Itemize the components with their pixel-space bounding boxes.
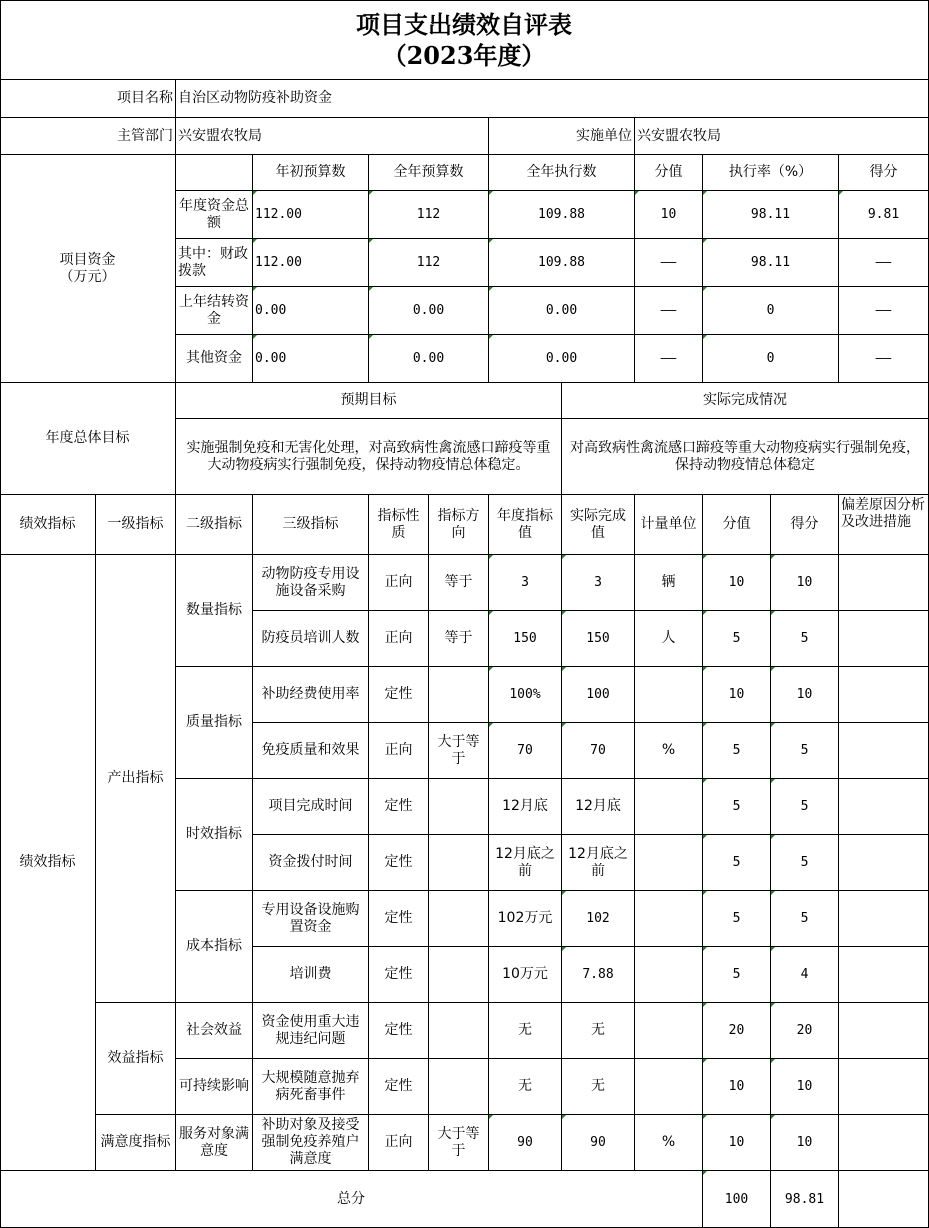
indicator-direction <box>429 1003 489 1059</box>
indicator-score: 10 <box>771 555 839 611</box>
indicator-direction: 等于 <box>429 555 489 611</box>
indicator-unit <box>635 667 703 723</box>
indicator-unit: 辆 <box>635 555 703 611</box>
funds-row-label: 年度资金总额 <box>176 191 253 239</box>
indicator-direction: 等于 <box>429 611 489 667</box>
total-note <box>839 1171 929 1228</box>
level2-indicator: 质量指标 <box>176 667 253 779</box>
indicator-weight: 5 <box>703 947 771 1003</box>
indicator-note <box>839 1003 929 1059</box>
funds-value: 0.00 <box>369 287 489 335</box>
indicator-header: 偏差原因分析及改进措施 <box>839 495 929 555</box>
indicator-score: 10 <box>771 667 839 723</box>
indicator-name: 免疫质量和效果 <box>253 723 369 779</box>
indicator-note <box>839 779 929 835</box>
indicator-nature: 定性 <box>369 947 429 1003</box>
indicator-nature: 正向 <box>369 555 429 611</box>
indicator-name: 培训费 <box>253 947 369 1003</box>
indicator-target: 150 <box>489 611 562 667</box>
unit-value: 兴安盟农牧局 <box>635 118 929 155</box>
indicator-weight: 5 <box>703 779 771 835</box>
funds-value: 0.00 <box>489 335 635 383</box>
indicator-nature: 定性 <box>369 667 429 723</box>
funds-value: 112.00 <box>253 239 369 287</box>
funds-value: 0 <box>703 287 839 335</box>
level1-benefit: 效益指标 <box>96 1003 176 1115</box>
total-label: 总分 <box>0 1171 703 1228</box>
level2-indicator: 服务对象满意度 <box>176 1115 253 1171</box>
title-line-1: 项目支出绩效自评表 <box>356 9 572 39</box>
indicator-nature: 正向 <box>369 611 429 667</box>
indicator-note <box>839 611 929 667</box>
indicator-name: 资金拨付时间 <box>253 835 369 891</box>
indicator-header: 绩效指标 <box>0 495 96 555</box>
indicator-nature: 正向 <box>369 723 429 779</box>
indicator-header: 三级指标 <box>253 495 369 555</box>
indicator-name: 专用设备设施购置资金 <box>253 891 369 947</box>
indicator-target: 12月底之前 <box>489 835 562 891</box>
indicator-unit: 人 <box>635 611 703 667</box>
funds-value: —— <box>839 335 929 383</box>
indicator-score: 5 <box>771 723 839 779</box>
indicator-direction: 大于等于 <box>429 1115 489 1171</box>
indicator-name: 动物防疫专用设施设备采购 <box>253 555 369 611</box>
indicator-header: 指标性质 <box>369 495 429 555</box>
funds-value: —— <box>635 287 703 335</box>
indicator-target: 3 <box>489 555 562 611</box>
indicator-actual: 无 <box>562 1059 635 1115</box>
funds-value: 0.00 <box>369 335 489 383</box>
indicator-header: 指标方向 <box>429 495 489 555</box>
total-weight: 100 <box>703 1171 771 1228</box>
indicator-note <box>839 723 929 779</box>
expected-goal-header: 预期目标 <box>176 383 562 419</box>
level1-output: 产出指标 <box>96 555 176 1003</box>
funds-header: 执行率（%） <box>703 155 839 191</box>
indicator-header: 分值 <box>703 495 771 555</box>
unit-label: 实施单位 <box>489 118 635 155</box>
indicator-name: 项目完成时间 <box>253 779 369 835</box>
indicator-actual: 150 <box>562 611 635 667</box>
project-name-label: 项目名称 <box>0 80 176 118</box>
expected-goal-text: 实施强制免疫和无害化处理，对高致病性禽流感口蹄疫等重大动物疫病实行强制免疫，保持动物疫情总体稳定。 <box>176 419 562 495</box>
funds-header: 分值 <box>635 155 703 191</box>
indicator-direction <box>429 947 489 1003</box>
indicator-actual: 102 <box>562 891 635 947</box>
funds-label: 项目资金 （万元） <box>0 155 176 383</box>
indicator-nature: 定性 <box>369 1003 429 1059</box>
indicator-actual: 90 <box>562 1115 635 1171</box>
level2-indicator: 社会效益 <box>176 1003 253 1059</box>
actual-goal-text: 对高致病性禽流感口蹄疫等重大动物疫病实行强制免疫，保持动物疫情总体稳定 <box>562 419 929 495</box>
indicator-weight: 10 <box>703 1059 771 1115</box>
indicator-header: 二级指标 <box>176 495 253 555</box>
funds-value: 109.88 <box>489 191 635 239</box>
indicator-note <box>839 1115 929 1171</box>
level1-satisfaction: 满意度指标 <box>96 1115 176 1171</box>
level2-indicator: 时效指标 <box>176 779 253 891</box>
funds-row-label: 上年结转资金 <box>176 287 253 335</box>
indicator-direction: 大于等于 <box>429 723 489 779</box>
indicator-actual: 12月底 <box>562 779 635 835</box>
level2-indicator: 数量指标 <box>176 555 253 667</box>
funds-value: —— <box>839 239 929 287</box>
funds-value: 98.11 <box>703 191 839 239</box>
indicator-weight: 10 <box>703 667 771 723</box>
indicator-unit <box>635 891 703 947</box>
indicator-nature: 定性 <box>369 891 429 947</box>
actual-goal-header: 实际完成情况 <box>562 383 929 419</box>
indicator-note <box>839 667 929 723</box>
indicator-weight: 20 <box>703 1003 771 1059</box>
indicator-weight: 5 <box>703 835 771 891</box>
indicator-unit: % <box>635 723 703 779</box>
indicator-target: 70 <box>489 723 562 779</box>
indicator-header: 一级指标 <box>96 495 176 555</box>
indicator-score: 10 <box>771 1059 839 1115</box>
project-name-value: 自治区动物防疫补助资金 <box>176 80 929 118</box>
indicator-actual: 100 <box>562 667 635 723</box>
funds-value: 9.81 <box>839 191 929 239</box>
funds-value: —— <box>635 335 703 383</box>
dept-value: 兴安盟农牧局 <box>176 118 489 155</box>
indicator-target: 10万元 <box>489 947 562 1003</box>
indicator-name: 补助经费使用率 <box>253 667 369 723</box>
funds-value: 0.00 <box>489 287 635 335</box>
indicator-note <box>839 947 929 1003</box>
total-score: 98.81 <box>771 1171 839 1228</box>
funds-value: 112.00 <box>253 191 369 239</box>
funds-value: 10 <box>635 191 703 239</box>
indicator-target: 100% <box>489 667 562 723</box>
indicator-name: 大规模随意抛弃病死畜事件 <box>253 1059 369 1115</box>
page-title <box>0 0 929 80</box>
indicator-actual: 无 <box>562 1003 635 1059</box>
indicator-note <box>839 891 929 947</box>
indicator-score: 4 <box>771 947 839 1003</box>
indicator-unit: % <box>635 1115 703 1171</box>
indicator-note <box>839 1059 929 1115</box>
indicator-weight: 5 <box>703 723 771 779</box>
funds-header: 全年预算数 <box>369 155 489 191</box>
funds-header: 得分 <box>839 155 929 191</box>
title-line-2: （2023年度） <box>382 40 546 70</box>
funds-header: 年初预算数 <box>253 155 369 191</box>
indicator-note <box>839 835 929 891</box>
indicator-direction <box>429 667 489 723</box>
indicator-actual: 70 <box>562 723 635 779</box>
indicator-score: 5 <box>771 779 839 835</box>
indicator-actual: 3 <box>562 555 635 611</box>
dept-label: 主管部门 <box>0 118 176 155</box>
level2-indicator: 可持续影响 <box>176 1059 253 1115</box>
indicator-direction <box>429 835 489 891</box>
indicator-unit <box>635 947 703 1003</box>
indicator-header: 计量单位 <box>635 495 703 555</box>
funds-row-label: 其他资金 <box>176 335 253 383</box>
indicator-target: 无 <box>489 1059 562 1115</box>
indicator-unit <box>635 835 703 891</box>
indicator-unit <box>635 779 703 835</box>
indicator-weight: 5 <box>703 891 771 947</box>
indicator-direction <box>429 891 489 947</box>
funds-value: —— <box>635 239 703 287</box>
funds-value: 98.11 <box>703 239 839 287</box>
indicator-target: 无 <box>489 1003 562 1059</box>
level2-indicator: 成本指标 <box>176 891 253 1003</box>
indicator-score: 5 <box>771 891 839 947</box>
indicator-nature: 定性 <box>369 779 429 835</box>
indicator-header: 年度指标值 <box>489 495 562 555</box>
indicator-actual: 7.88 <box>562 947 635 1003</box>
funds-header-blank <box>176 155 253 191</box>
indicator-name: 补助对象及接受强制免疫养殖户满意度 <box>253 1115 369 1171</box>
indicator-unit <box>635 1003 703 1059</box>
goals-label: 年度总体目标 <box>0 383 176 495</box>
indicator-weight: 10 <box>703 555 771 611</box>
funds-value: 0 <box>703 335 839 383</box>
indicator-group-label: 绩效指标 <box>0 555 96 1171</box>
indicator-actual: 12月底之前 <box>562 835 635 891</box>
indicator-nature: 正向 <box>369 1115 429 1171</box>
funds-value: —— <box>839 287 929 335</box>
indicator-name: 资金使用重大违规违纪问题 <box>253 1003 369 1059</box>
indicator-nature: 定性 <box>369 1059 429 1115</box>
indicator-header: 得分 <box>771 495 839 555</box>
funds-value: 112 <box>369 239 489 287</box>
indicator-score: 5 <box>771 611 839 667</box>
indicator-target: 90 <box>489 1115 562 1171</box>
indicator-target: 102万元 <box>489 891 562 947</box>
funds-row-label: 其中：财政拨款 <box>176 239 253 287</box>
indicator-nature: 定性 <box>369 835 429 891</box>
funds-header: 全年执行数 <box>489 155 635 191</box>
indicator-score: 20 <box>771 1003 839 1059</box>
funds-value: 112 <box>369 191 489 239</box>
indicator-target: 12月底 <box>489 779 562 835</box>
funds-value: 109.88 <box>489 239 635 287</box>
funds-value: 0.00 <box>253 287 369 335</box>
indicator-weight: 10 <box>703 1115 771 1171</box>
indicator-score: 5 <box>771 835 839 891</box>
indicator-direction <box>429 779 489 835</box>
indicator-name: 防疫员培训人数 <box>253 611 369 667</box>
indicator-unit <box>635 1059 703 1115</box>
funds-value: 0.00 <box>253 335 369 383</box>
indicator-note <box>839 555 929 611</box>
indicator-weight: 5 <box>703 611 771 667</box>
indicator-score: 10 <box>771 1115 839 1171</box>
indicator-direction <box>429 1059 489 1115</box>
indicator-header: 实际完成值 <box>562 495 635 555</box>
